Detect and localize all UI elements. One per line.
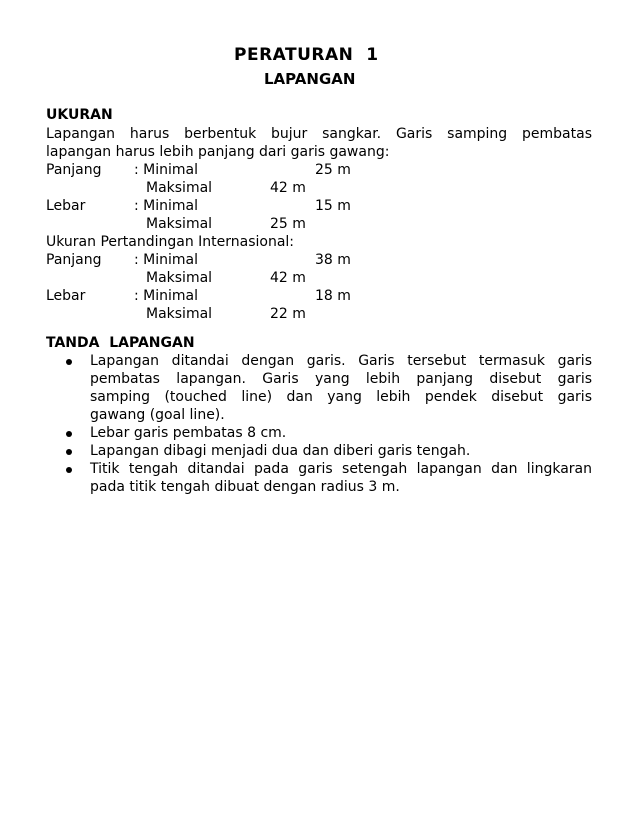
bullet-icon [66, 467, 72, 473]
size-row-lebar-max [46, 215, 592, 233]
list-item-line: Lebar garis pembatas 8 cm. [90, 425, 287, 441]
size-kind-minimal: : Minimal [134, 162, 199, 178]
page-title: PERATURAN 1 [234, 45, 379, 65]
ukuran-intro-line: Lapangan harus berbentuk bujur sangkar. Garis samping pembatas [46, 126, 592, 142]
size-value: 25 m [315, 162, 351, 178]
size-value: 22 m [270, 306, 306, 322]
size-value: 42 m [270, 270, 306, 286]
intl-row-lebar-min [46, 287, 592, 305]
bullet-icon [66, 431, 72, 437]
size-value: 38 m [315, 252, 351, 268]
size-row-panjang-max [46, 179, 592, 197]
size-value: 25 m [270, 216, 306, 232]
size-kind-minimal: : Minimal [134, 198, 199, 214]
list-item-line: Lapangan ditandai dengan garis. Garis tersebut termasuk garis [90, 353, 592, 369]
size-value: 18 m [315, 288, 351, 304]
section-heading-ukuran: UKURAN [46, 107, 113, 123]
ukuran-intro-line: lapangan harus lebih panjang dari garis gawang: [46, 144, 390, 160]
bullet-icon [66, 449, 72, 455]
list-item-line: Lapangan dibagi menjadi dua dan diberi garis tengah. [90, 443, 471, 459]
list-item-line: Titik tengah ditandai pada garis setengah lapangan dan lingkaran [90, 461, 592, 477]
ukuran-intro-paragraph [46, 125, 592, 161]
size-label-panjang: Panjang [46, 252, 102, 268]
size-kind-minimal: : Minimal [134, 288, 199, 304]
size-kind-maksimal: Maksimal [146, 270, 213, 286]
list-item [46, 424, 592, 442]
list-item [46, 352, 592, 424]
size-row-panjang-min [46, 161, 592, 179]
size-label-panjang: Panjang [46, 162, 102, 178]
list-item [46, 442, 592, 460]
size-kind-maksimal: Maksimal [146, 306, 213, 322]
intl-row-panjang-max [46, 269, 592, 287]
page-subtitle: LAPANGAN [264, 70, 356, 88]
size-value: 15 m [315, 198, 351, 214]
section-heading-tanda-lapangan: TANDA LAPANGAN [46, 335, 195, 351]
size-label-lebar: Lebar [46, 288, 86, 304]
size-kind-minimal: : Minimal [134, 252, 199, 268]
intl-row-lebar-max [46, 305, 592, 323]
list-item [46, 460, 592, 496]
list-item-line: pembatas lapangan. Garis yang lebih panjang disebut garis [90, 371, 592, 387]
size-kind-maksimal: Maksimal [146, 216, 213, 232]
size-kind-maksimal: Maksimal [146, 180, 213, 196]
list-item-line: samping (touched line) dan yang lebih pendek disebut garis [90, 389, 592, 405]
tanda-bullet-list [46, 352, 592, 496]
international-heading: Ukuran Pertandingan Internasional: [46, 234, 295, 250]
size-row-lebar-min [46, 197, 592, 215]
bullet-icon [66, 359, 72, 365]
list-item-line: pada titik tengah dibuat dengan radius 3 m. [90, 479, 400, 495]
size-value: 42 m [270, 180, 306, 196]
intl-row-panjang-min [46, 251, 592, 269]
size-label-lebar: Lebar [46, 198, 86, 214]
list-item-line: gawang (goal line). [90, 407, 225, 423]
